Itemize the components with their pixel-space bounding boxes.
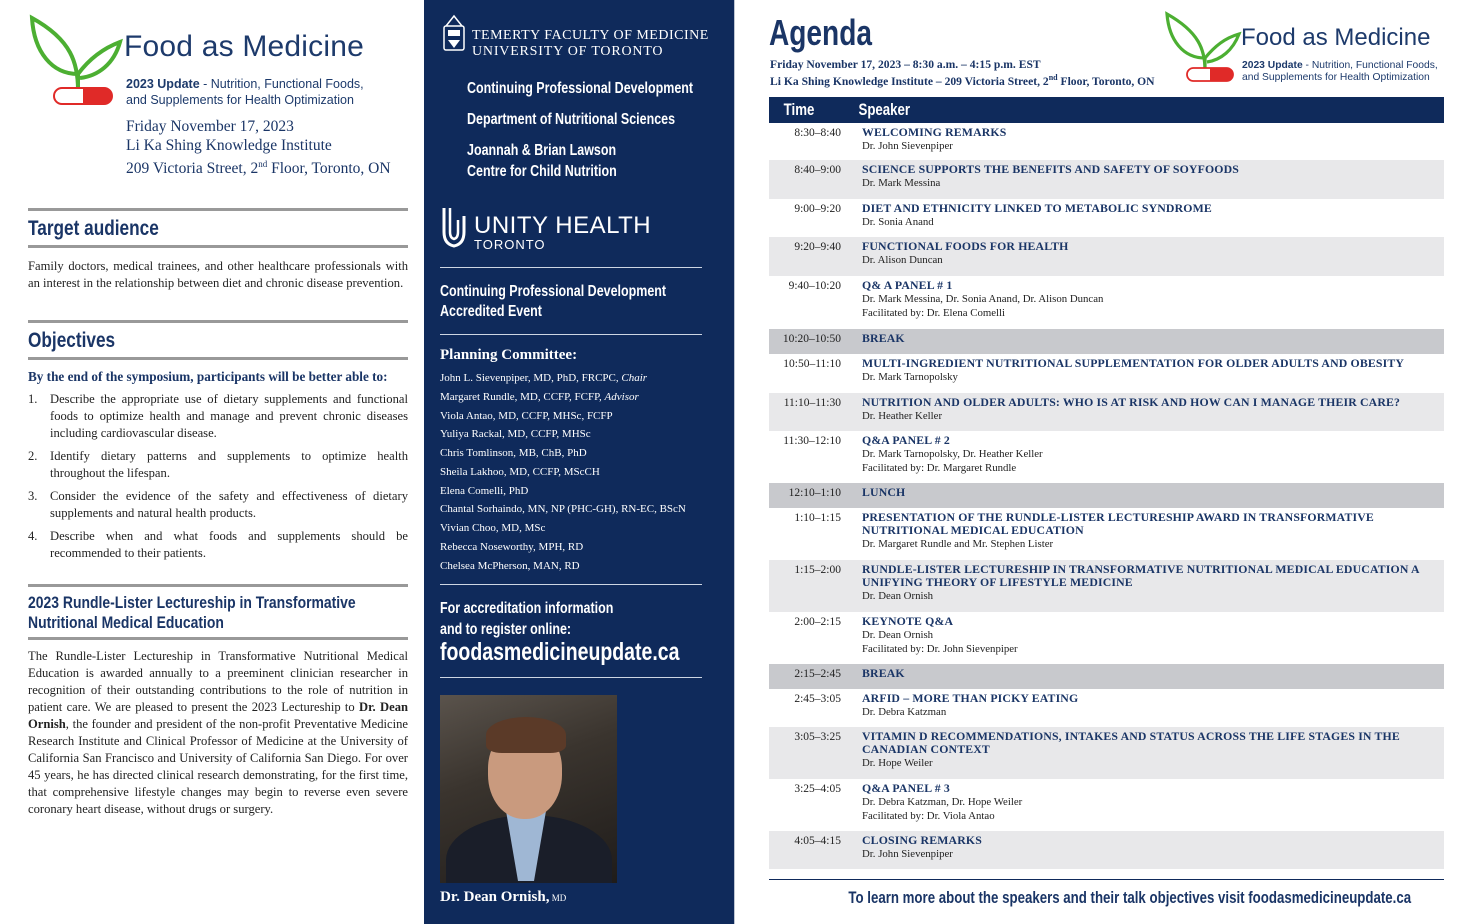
session-time: 12:10–1:10 <box>788 487 841 499</box>
objectives-list <box>28 391 408 562</box>
agenda-date-line: Friday November 17, 2023 – 8:30 a.m. – 4:15 p.m. EST <box>770 58 1041 71</box>
objective-item: 1. Describe the appropriate use of dietary supplements and functional foods to optimize health and manage and prevent chronic diseases including cardiovascular disease. <box>28 392 408 440</box>
agenda-row <box>769 199 1444 237</box>
event-info <box>126 117 391 178</box>
left-column <box>0 0 424 924</box>
session-time: 8:30–8:40 <box>794 127 841 139</box>
session-title: NUTRITION AND OLDER ADULTS: WHO IS AT RISK AND HOW CAN I MANAGE THEIR CARE? <box>862 395 1401 409</box>
sponsor-column <box>424 0 734 924</box>
committee-member: Chantal Sorhaindo, MN, NP (PHC-GH), RN-EC, BScN <box>440 503 686 516</box>
committee-member: Rebecca Noseworthy, MPH, RD <box>440 540 584 553</box>
session-title: ARFID – MORE THAN PICKY EATING <box>862 691 1079 705</box>
brand-subtitle: 2023 Update - Nutrition, Functional Foods, and Supplements for Health Optimization <box>1242 60 1438 83</box>
session-title: RUNDLE-LISTER LECTURESHIP IN TRANSFORMATIVE NUTRITIONAL MEDICAL EDUCATION A UNIFYING THEORY OF LIFESTYLE MEDICINE <box>862 562 1419 589</box>
session-title: BREAK <box>862 666 905 680</box>
divider <box>28 357 408 360</box>
unity-city: TORONTO <box>474 237 546 252</box>
divider <box>440 267 702 268</box>
brand-title: Food as Medicine <box>1241 24 1431 51</box>
session-time: 2:45–3:05 <box>794 693 841 705</box>
session-title: Q&A PANEL # 3 <box>862 781 950 795</box>
committee-member: Sheila Lakhoo, MD, CCFP, MScCH <box>440 465 600 478</box>
agenda-row <box>769 560 1444 612</box>
agenda-row <box>769 160 1444 199</box>
session-time: 11:30–12:10 <box>783 435 841 447</box>
session-facilitator: Facilitated by: Dr. Margaret Rundle <box>862 462 1017 474</box>
session-title: Q& A PANEL # 1 <box>862 278 953 292</box>
session-time: 3:25–4:05 <box>794 783 841 795</box>
session-time: 2:00–2:15 <box>794 616 841 628</box>
session-speaker: Dr. John Sievenpiper <box>862 848 953 860</box>
agenda-break-row <box>769 483 1444 508</box>
committee-member: Margaret Rundle, MD, CCFP, FCFP, Advisor <box>440 390 639 403</box>
session-speaker: Dr. Mark Tarnopolsky, Dr. Heather Keller <box>862 448 1043 460</box>
agenda-row <box>769 831 1444 869</box>
header-time: Time <box>783 100 815 119</box>
session-speaker: Dr. Sonia Anand <box>862 216 934 228</box>
session-title: KEYNOTE Q&A <box>862 614 954 628</box>
session-speaker: Dr. Dean Ornish <box>862 590 934 602</box>
committee-member: John L. Sievenpiper, MD, PhD, FRCPC, Chair <box>440 372 648 384</box>
agenda-row <box>769 779 1444 831</box>
header-speaker: Speaker <box>858 100 911 119</box>
committee-member: Vivian Choo, MD, MSc <box>440 522 546 534</box>
uoft-university: UNIVERSITY OF TORONTO <box>472 44 664 59</box>
uoft-logo <box>440 0 709 70</box>
dept-lawson-l1: Joannah & Brian Lawson <box>467 142 617 159</box>
agenda-rows <box>769 123 1444 869</box>
session-speaker: Dr. John Sievenpiper <box>862 140 953 152</box>
divider <box>440 677 702 678</box>
event-venue: Li Ka Shing Knowledge Institute <box>126 137 332 154</box>
agenda-footer: To learn more about the speakers and their talk objectives visit foodasmedicineupdate.ca <box>848 888 1412 907</box>
objective-item: 3. Consider the evidence of the safety and effectiveness of dietary supplements and natural health products. <box>28 489 408 520</box>
session-time: 9:20–9:40 <box>794 241 841 253</box>
speaker-photo <box>440 695 617 883</box>
photo-caption: Dr. Dean Ornish, MD <box>440 889 567 905</box>
dept-nutritional-sciences: Department of Nutritional Sciences <box>467 111 676 128</box>
agenda-row <box>769 393 1444 431</box>
agenda-row <box>769 354 1444 393</box>
divider <box>440 334 702 335</box>
divider <box>28 637 408 640</box>
event-date: Friday November 17, 2023 <box>126 118 294 135</box>
session-time: 10:20–10:50 <box>782 333 841 345</box>
agenda-break-row <box>769 664 1444 689</box>
session-speaker: Dr. Margaret Rundle and Mr. Stephen Lister <box>862 538 1054 550</box>
session-title: MULTI-INGREDIENT NUTRITIONAL SUPPLEMENTATION FOR OLDER ADULTS AND OBESITY <box>862 356 1405 370</box>
session-time: 3:05–3:25 <box>794 731 841 743</box>
session-time: 9:40–10:20 <box>788 280 841 292</box>
target-audience-heading: Target audience <box>28 217 159 240</box>
session-facilitator: Facilitated by: Dr. Viola Antao <box>862 810 995 822</box>
session-title: LUNCH <box>862 485 906 499</box>
session-title: CLOSING REMARKS <box>862 833 982 847</box>
session-time: 2:15–2:45 <box>794 668 841 680</box>
session-speaker: Dr. Debra Katzman, Dr. Hope Weiler <box>862 796 1023 808</box>
committee-heading: Planning Committee: <box>440 347 578 363</box>
brand-subtitle: 2023 Update - Nutrition, Functional Foods, and Supplements for Health Optimization <box>126 77 364 107</box>
session-title: FUNCTIONAL FOODS FOR HEALTH <box>862 239 1069 253</box>
session-title: PRESENTATION OF THE RUNDLE-LISTER LECTURESHIP AWARD IN TRANSFORMATIVE NUTRITIONAL MEDICAL EDUCATION <box>862 510 1374 537</box>
divider <box>28 245 408 248</box>
agenda-venue-line: Li Ka Shing Knowledge Institute – 209 Victoria Street, 2nd Floor, Toronto, ON <box>770 73 1155 88</box>
agenda-row <box>769 431 1444 483</box>
agenda-heading: Agenda <box>769 12 872 53</box>
session-time: 9:00–9:20 <box>794 203 841 215</box>
agenda-row <box>769 276 1444 329</box>
agenda-row <box>769 123 1444 160</box>
committee-member: Yuliya Rackal, MD, CCFP, MHSc <box>440 428 591 441</box>
objectives-heading: Objectives <box>28 329 116 352</box>
accredited-event: Continuing Professional Development Accredited Event <box>440 283 667 320</box>
committee-list <box>440 369 686 575</box>
session-facilitator: Facilitated by: Dr. Elena Comelli <box>862 307 1006 319</box>
session-speaker: Dr. Debra Katzman <box>862 706 947 718</box>
register-url-link[interactable]: foodasmedicineupdate.ca <box>440 638 680 666</box>
session-time: 1:10–1:15 <box>794 512 841 524</box>
session-title: BREAK <box>862 331 905 345</box>
agenda-table <box>769 97 1444 869</box>
unity-mark-icon <box>440 206 468 250</box>
agenda-column <box>734 0 1471 924</box>
uoft-faculty: TEMERTY FACULTY OF MEDICINE <box>472 28 709 43</box>
session-title: WELCOMING REMARKS <box>862 125 1007 139</box>
agenda-break-row <box>769 329 1444 354</box>
session-time: 1:15–2:00 <box>794 564 841 576</box>
agenda-row <box>769 508 1444 560</box>
session-speaker: Dr. Heather Keller <box>862 410 943 422</box>
objectives-lead: By the end of the symposium, participants will be better able to: <box>28 369 388 384</box>
target-audience-text: Family doctors, medical trainees, and other healthcare professionals with an interest in the relationship between diet and chronic disease prevention. <box>28 259 408 290</box>
session-speaker: Dr. Mark Tarnopolsky <box>862 371 958 383</box>
committee-member: Elena Comelli, PhD <box>440 484 529 497</box>
session-speaker: Dr. Hope Weiler <box>862 757 933 769</box>
agenda-row <box>769 612 1444 664</box>
dept-lawson-l2: Centre for Child Nutrition <box>467 163 617 180</box>
register-text: For accreditation information and to register online: <box>440 600 614 638</box>
session-title: Q&A PANEL # 2 <box>862 433 950 447</box>
agenda-row <box>769 689 1444 727</box>
session-speaker: Dr. Dean Ornish <box>862 629 934 641</box>
session-title: VITAMIN D RECOMMENDATIONS, INTAKES AND STATUS ACROSS THE LIFE STAGES IN THE CANADIAN CONTEXT <box>862 729 1400 756</box>
unity-name: UNITY HEALTH <box>474 212 652 239</box>
session-time: 8:40–9:00 <box>794 164 841 176</box>
brand-title: Food as Medicine <box>124 30 364 63</box>
agenda-table-header <box>769 97 1444 123</box>
divider <box>769 879 1444 880</box>
session-time: 4:05–4:15 <box>794 835 841 847</box>
committee-member: Viola Antao, MD, CCFP, MHSc, FCFP <box>440 409 613 422</box>
session-title: SCIENCE SUPPORTS THE BENEFITS AND SAFETY OF SOYFOODS <box>862 162 1239 176</box>
agenda-row <box>769 237 1444 276</box>
crest-icon <box>442 14 466 58</box>
agenda-row <box>769 727 1444 779</box>
committee-member: Chelsea McPherson, MAN, RD <box>440 559 580 572</box>
committee-member: Chris Tomlinson, MB, ChB, PhD <box>440 447 587 459</box>
event-address: 209 Victoria Street, 2nd Floor, Toronto, ON <box>126 159 391 178</box>
dept-cpd: Continuing Professional Development <box>467 80 694 97</box>
objective-item: 4. Describe when and what foods and supplements should be recommended to their patients. <box>28 529 408 560</box>
session-speaker: Dr. Alison Duncan <box>862 254 943 266</box>
session-time: 10:50–11:10 <box>783 358 841 370</box>
food-as-medicine-logo <box>28 0 408 110</box>
session-facilitator: Facilitated by: Dr. John Sievenpiper <box>862 643 1018 655</box>
lectureship-heading: 2023 Rundle-Lister Lectureship in Transformative Nutritional Medical Education <box>28 593 356 632</box>
leaf-pill-icon <box>28 12 128 108</box>
lectureship-text: The Rundle-Lister Lectureship in Transformative Nutritional Medical Education is awarded annually to a preeminent clinician researcher in recognition of their outstanding contributions to the role of nutrition in patient care. We are pleased to present the 2023 Lectureship to Dr. Dean Ornish, the founder and president of the non-profit Preventative Medicine Research Institute and Clinical Professor of Medicine at the University of California San Francisco and University of California San Diego. For over 45 years, he has directed clinical research demonstrating, for the first time, that comprehensive lifestyle changes may begin to reverse even severe coronary heart disease, without drugs or surgery. <box>28 649 408 816</box>
session-time: 11:10–11:30 <box>783 397 841 409</box>
session-speaker: Dr. Mark Messina <box>862 177 941 189</box>
session-title: DIET AND ETHNICITY LINKED TO METABOLIC SYNDROME <box>862 201 1212 215</box>
session-speaker: Dr. Mark Messina, Dr. Sonia Anand, Dr. Alison Duncan <box>862 293 1104 305</box>
divider <box>440 584 702 585</box>
objective-item: 2. Identify dietary patterns and supplements to optimize health throughout the lifespan. <box>28 449 408 480</box>
